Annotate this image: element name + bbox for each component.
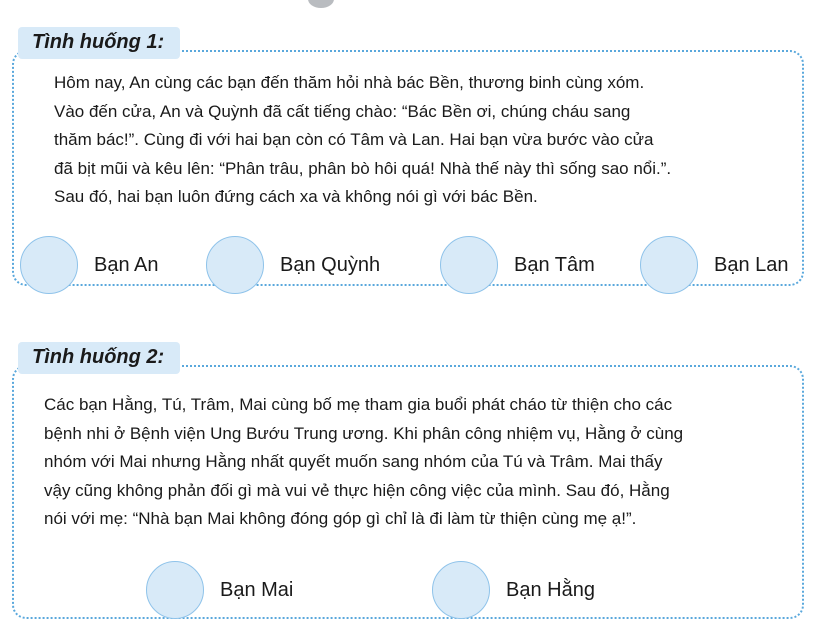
option-label: Bạn Hằng [506,578,595,601]
option-label: Bạn Lan [714,253,789,276]
option-ban-tam[interactable] [440,236,595,294]
answer-circle[interactable] [20,236,78,294]
option-ban-quynh[interactable] [206,236,380,294]
situation-2-title: Tình huống 2: [18,342,180,374]
answer-circle[interactable] [432,561,490,619]
option-label: Bạn Mai [220,578,294,601]
option-ban-hang[interactable] [432,561,595,619]
answer-circle[interactable] [146,561,204,619]
answer-circle[interactable] [440,236,498,294]
option-label: Bạn An [94,253,159,276]
option-ban-lan[interactable] [640,236,789,294]
situation-1-text: Hôm nay, An cùng các bạn đến thăm hỏi nhà bác Bền, thương binh cùng xóm. Vào đến cửa, An và Quỳnh đã cất tiếng chào: “Bác Bền ơi, chúng cháu sang thăm bác!”. Cùng đi với hai bạn còn có Tâm và Lan. Hai bạn vừa bước vào cửa đã bịt mũi và kêu lên: “Phân trâu, phân bò hôi quá! Nhà thế này thì sống sao nổi.”. Sau đó, hai bạn luôn đứng cách xa và không nói gì với bác Bền. [54,73,672,206]
option-label: Bạn Quỳnh [280,253,381,276]
situation-1-title: Tình huống 1: [18,27,180,59]
situation-2-text: Các bạn Hằng, Tú, Trâm, Mai cùng bố mẹ tham gia buổi phát cháo từ thiện cho các bệnh nhi ở Bệnh viện Ung Bướu Trung ương. Khi phân công nhiệm vụ, Hằng ở cùng nhóm với Mai nhưng Hằng nhất quyết muốn sang nhóm của Tú và Trâm. Mai thấy vậy cũng không phản đối gì mà vui vẻ thực hiện công việc của mình. Sau đó, Hằng nói với mẹ: “Nhà bạn Mai không đóng góp gì chỉ là đi làm từ thiện cùng mẹ ạ!”. [44,395,684,528]
answer-circle[interactable] [640,236,698,294]
option-label: Bạn Tâm [514,253,595,276]
option-ban-mai[interactable] [146,561,293,619]
option-ban-an[interactable] [20,236,159,294]
top-decoration [308,0,334,8]
answer-circle[interactable] [206,236,264,294]
